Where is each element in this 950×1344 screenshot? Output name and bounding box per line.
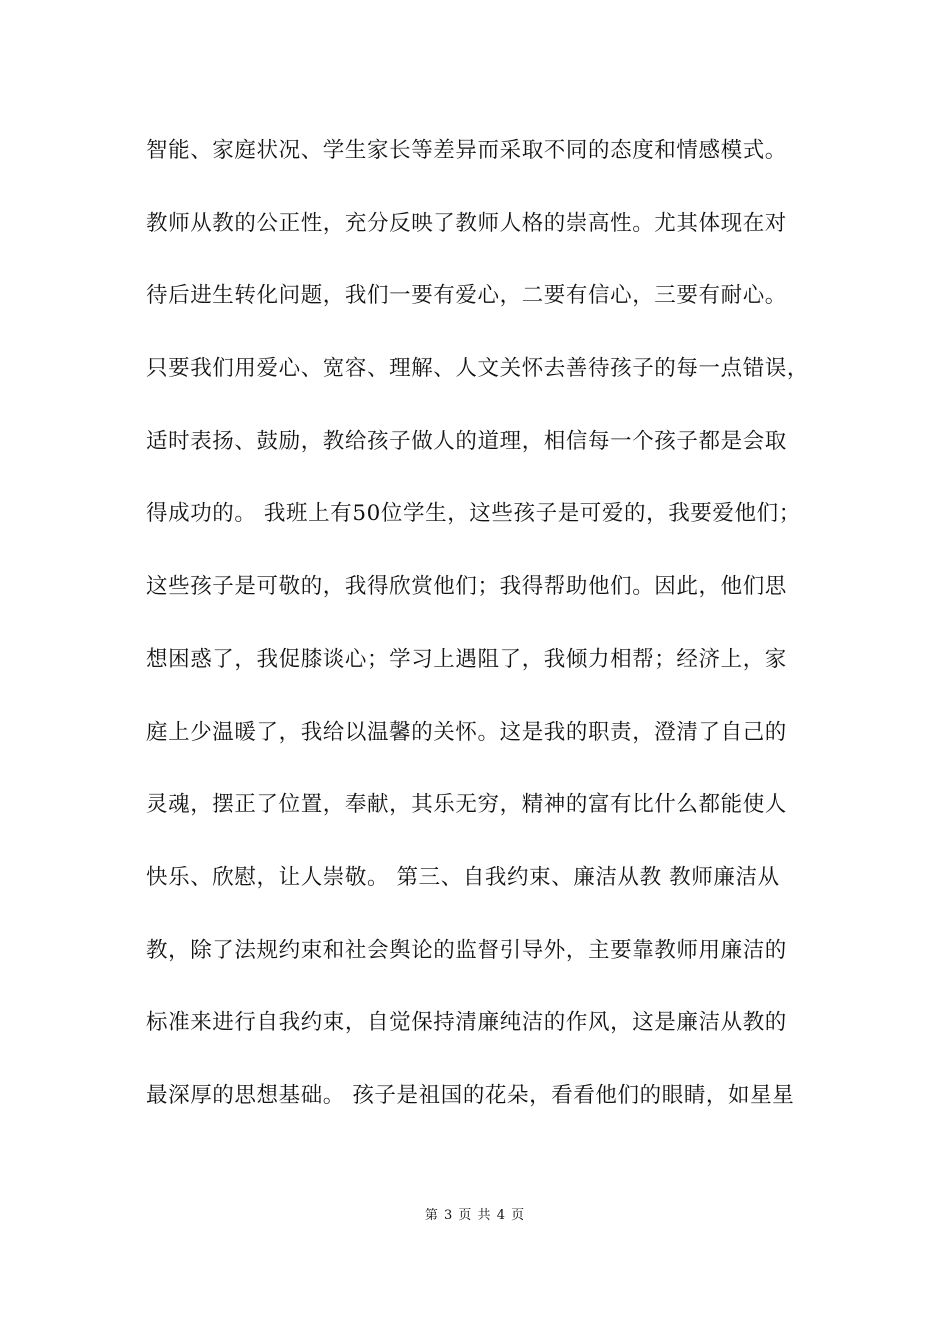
- text-line-11: 快乐、欣慰，让人崇敬。 第三、自我约束、廉洁从教 教师廉洁从: [146, 864, 780, 890]
- text-line-7: 这些孩子是可敬的，我得欣赏他们；我得帮助他们。因此，他们思: [146, 574, 787, 600]
- page-footer: 第 3 页 共 4 页: [424, 1208, 526, 1223]
- text-line-5: 适时表扬、鼓励，教给孩子做人的道理，相信每一个孩子都是会取: [146, 428, 787, 454]
- text-line-6: 得成功的。 我班上有50位学生，这些孩子是可爱的，我要爱他们；: [146, 501, 801, 527]
- text-line-1: 智能、家庭状况、学生家长等差异而采取不同的态度和情感模式。: [146, 138, 787, 163]
- text-line-4: 只要我们用爱心、宽容、理解、人文关怀去善待孩子的每一点错误，: [146, 356, 810, 382]
- text-line-8: 想困惑了，我促膝谈心；学习上遇阻了，我倾力相帮；经济上，家: [146, 646, 787, 672]
- text-line-13: 标准来进行自我约束，自觉保持清廉纯洁的作风，这是廉洁从教的: [146, 1010, 787, 1036]
- text-line-9: 庭上少温暖了，我给以温馨的关怀。这是我的职责，澄清了自己的: [146, 719, 787, 745]
- text-line-14: 最深厚的思想基础。 孩子是祖国的花朵，看看他们的眼睛，如星星: [146, 1082, 795, 1108]
- text-line-2: 教师从教的公正性，充分反映了教师人格的崇高性。尤其体现在对: [146, 210, 787, 236]
- text-line-3: 待后进生转化问题，我们一要有爱心，二要有信心，三要有耐心。: [146, 283, 787, 309]
- body-text: [146, 128, 836, 1146]
- text-line-10: 灵魂，摆正了位置，奉献，其乐无穷，精神的富有比什么都能使人: [146, 792, 787, 818]
- text-line-12: 教，除了法规约束和社会舆论的监督引导外，主要靠教师用廉洁的: [146, 937, 787, 963]
